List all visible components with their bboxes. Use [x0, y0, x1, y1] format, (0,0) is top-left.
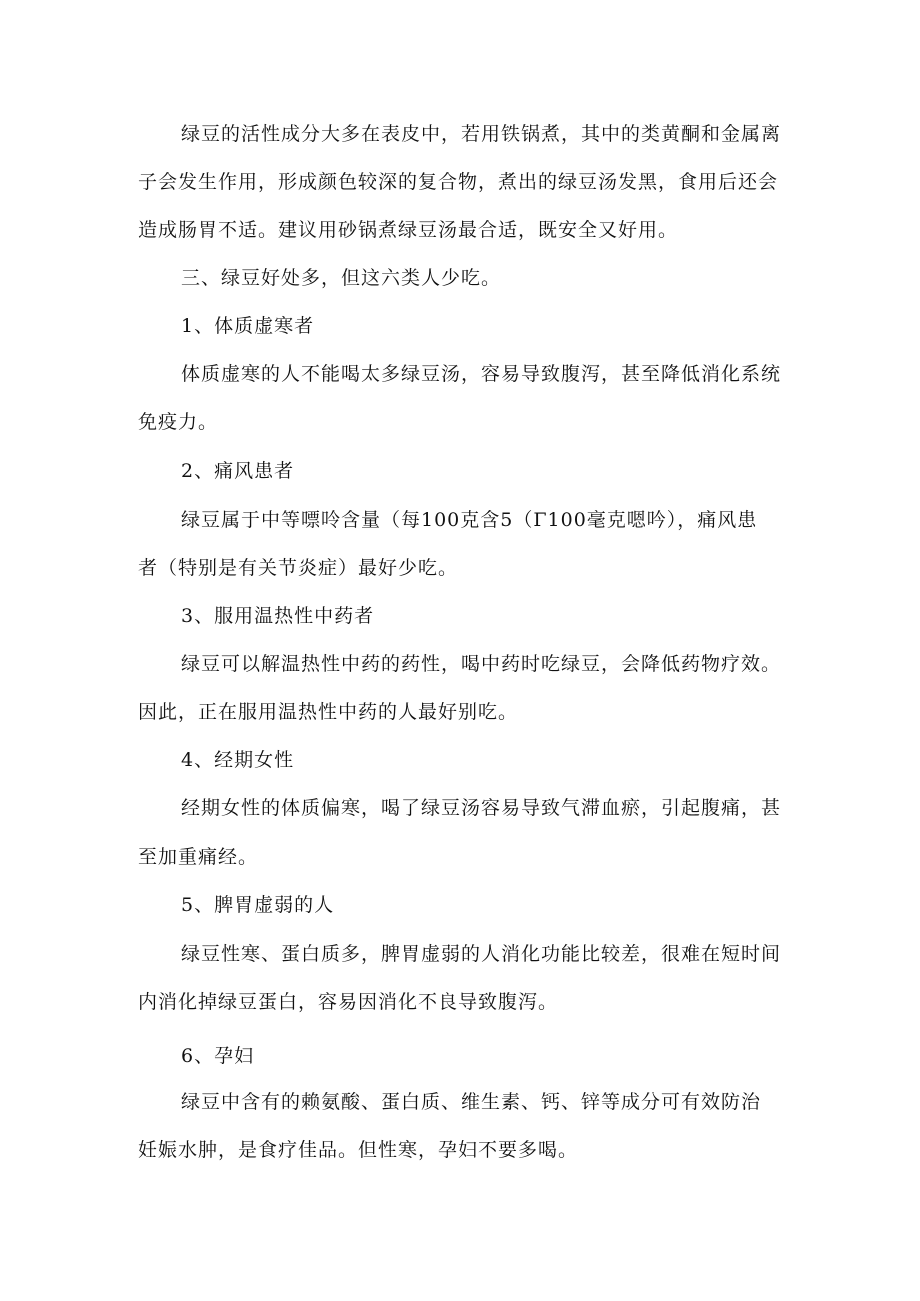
paragraph-line: 绿豆性寒、蛋白质多，脾胃虚弱的人消化功能比较差，很难在短时间	[181, 943, 782, 965]
paragraph-line: 妊娠水肿，是食疗佳品。但性寒，孕妇不要多喝。	[138, 1139, 579, 1161]
section-heading: 三、绿豆好处多，但这六类人少吃。	[181, 267, 502, 289]
paragraph-line: 因此，正在服用温热性中药的人最好别吃。	[138, 701, 519, 723]
item-heading: 6、孕妇	[181, 1045, 255, 1067]
paragraph-line: 绿豆属于中等嘌呤含量（每100克含5（Γ100毫克嗯吟），痛风患	[181, 509, 758, 531]
paragraph-line: 子会发生作用，形成颜色较深的复合物，煮出的绿豆汤发黑，食用后还会	[138, 171, 779, 193]
paragraph-line: 绿豆中含有的赖氨酸、蛋白质、维生素、钙、锌等成分可有效防治	[181, 1091, 762, 1113]
paragraph-line: 绿豆的活性成分大多在表皮中，若用铁锅煮，其中的类黄酮和金属离	[181, 123, 782, 145]
paragraph-line: 造成肠胃不适。建议用砂锅煮绿豆汤最合适，既安全又好用。	[138, 219, 679, 241]
paragraph-line: 免疫力。	[138, 411, 219, 433]
paragraph-line: 经期女性的体质偏寒，喝了绿豆汤容易导致气滞血瘀，引起腹痛，甚	[181, 797, 782, 819]
item-heading: 3、服用温热性中药者	[181, 605, 375, 627]
item-heading: 5、脾胃虚弱的人	[181, 894, 335, 916]
paragraph-line: 者（特别是有关节炎症）最好少吃。	[138, 557, 459, 579]
item-heading: 4、经期女性	[181, 749, 295, 771]
paragraph-line: 绿豆可以解温热性中药的药性，喝中药时吃绿豆，会降低药物疗效。	[181, 653, 782, 675]
paragraph-line: 体质虚寒的人不能喝太多绿豆汤，容易导致腹泻，甚至降低消化系统	[181, 363, 782, 385]
paragraph-line: 内消化掉绿豆蛋白，容易因消化不良导致腹泻。	[138, 991, 559, 1013]
paragraph-line: 至加重痛经。	[138, 846, 259, 868]
item-heading: 1、体质虚寒者	[181, 315, 315, 337]
item-heading: 2、痛风患者	[181, 460, 295, 482]
